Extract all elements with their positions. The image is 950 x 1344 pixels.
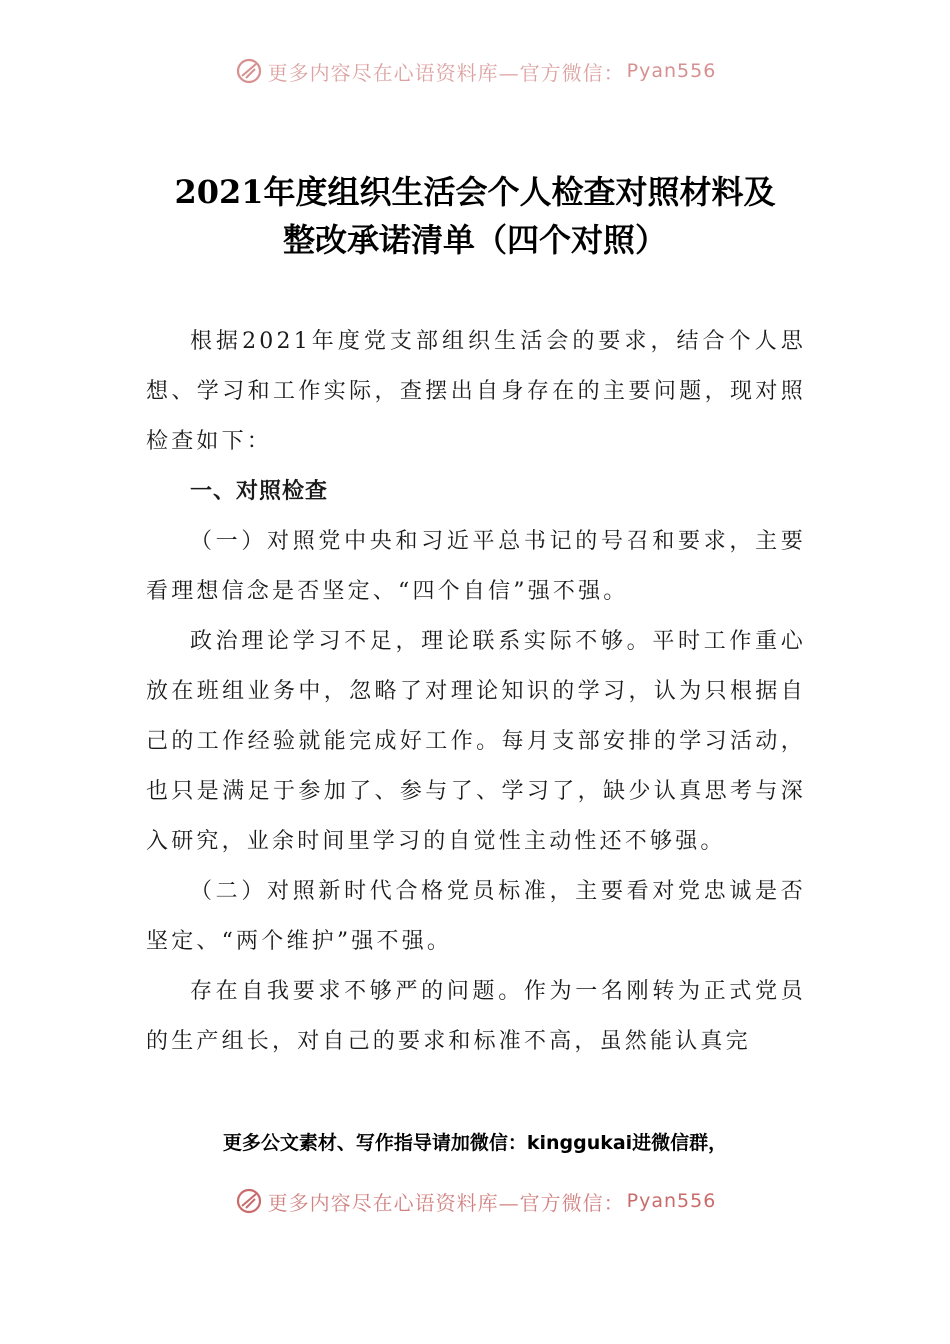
brand-logo-icon xyxy=(234,1186,264,1216)
document-body xyxy=(146,317,806,1067)
watermark-wechat-id: Pyan556 xyxy=(626,1190,717,1212)
brand-logo-icon xyxy=(234,56,264,86)
top-watermark xyxy=(0,56,950,86)
item2-heading: （二）对照新时代合格党员标准，主要看对党忠诚是否坚定、“两个维护”强不强。 xyxy=(146,879,806,954)
footer-note: 更多公文素材、写作指导请加微信：kinggukai进微信群， xyxy=(222,1132,728,1154)
document-title-line1: 2021年度组织生活会个人检查对照材料及 xyxy=(174,173,776,211)
watermark-wechat-id: Pyan556 xyxy=(626,60,717,82)
intro-paragraph: 根据2021年度党支部组织生活会的要求，结合个人思想、学习和工作实际，查摆出自身存在的主要问题，现对照检查如下： xyxy=(146,329,806,454)
item2-paragraph: 存在自我要求不够严的问题。作为一名刚转为正式党员的生产组长，对自己的要求和标准不高，虽然能认真完 xyxy=(146,979,806,1054)
bottom-watermark xyxy=(0,1186,950,1216)
item1-paragraph: 政治理论学习不足，理论联系实际不够。平时工作重心放在班组业务中，忽略了对理论知识的学习，认为只根据自己的工作经验就能完成好工作。每月支部安排的学习活动，也只是满足于参加了、参与了、学习了，缺少认真思考与深入研究，业余时间里学习的自觉性主动性还不够强。 xyxy=(146,629,806,854)
watermark-text: 更多内容尽在心语资料库—官方微信： xyxy=(267,1190,625,1215)
section-heading: 一、对照检查 xyxy=(190,479,329,504)
document-title-line2: 整改承诺清单（四个对照） xyxy=(282,221,667,259)
item1-heading: （一）对照党中央和习近平总书记的号召和要求，主要看理想信念是否坚定、“四个自信”强不强。 xyxy=(146,529,806,604)
watermark-text: 更多内容尽在心语资料库—官方微信： xyxy=(267,60,625,85)
